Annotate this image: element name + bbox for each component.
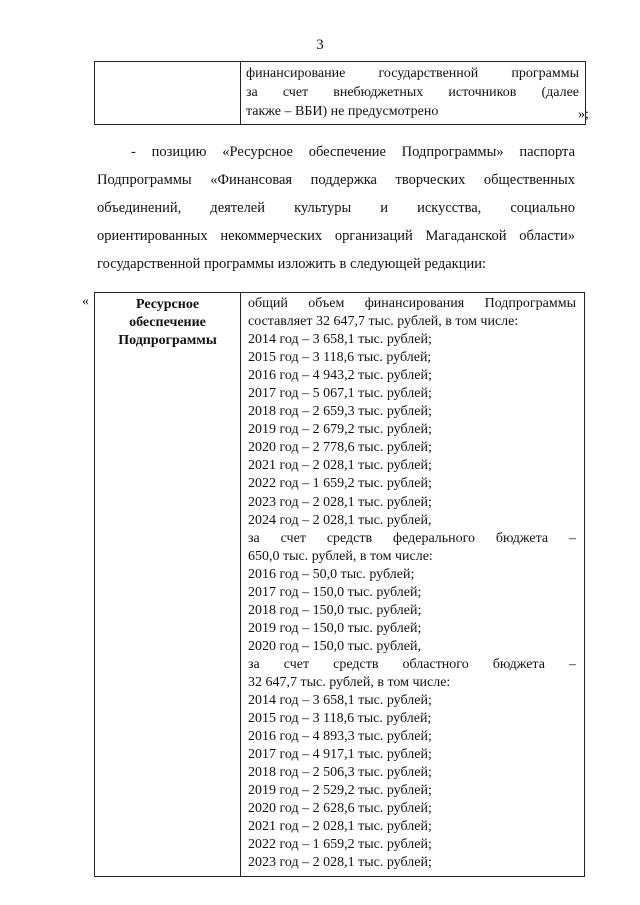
- paragraph-line: - позицию «Ресурсное обеспечение Подпрограммы» паспорта: [131, 144, 575, 160]
- resource-line: 2022 год – 1 659,2 тыс. рублей;: [248, 837, 432, 853]
- resource-line: за счет средств областного бюджета –: [248, 656, 576, 672]
- resource-line: 2017 год – 150,0 тыс. рублей;: [248, 584, 422, 600]
- resource-table: [94, 292, 585, 877]
- resource-line: 2020 год – 2 628,6 тыс. рублей;: [248, 801, 432, 817]
- resource-label-line: Ресурсное: [135, 297, 200, 312]
- resource-line: 2021 год – 2 028,1 тыс. рублей;: [248, 458, 432, 474]
- resource-line: 2018 год – 150,0 тыс. рублей;: [248, 602, 422, 618]
- resource-line: 2023 год – 2 028,1 тыс. рублей;: [248, 855, 432, 871]
- resource-line: 2024 год – 2 028,1 тыс. рублей,: [248, 512, 432, 528]
- resource-line: 32 647,7 тыс. рублей, в том числе:: [248, 674, 451, 690]
- top-table-line: финансирование государственной программы: [246, 66, 579, 81]
- resource-line: 2019 год – 150,0 тыс. рублей;: [248, 620, 422, 636]
- paragraph-line: Подпрограммы «Финансовая поддержка творческих общественных: [97, 172, 575, 188]
- page-number: 3: [316, 37, 324, 53]
- resource-label-cell: [95, 293, 241, 877]
- resource-line: 2014 год – 3 658,1 тыс. рублей;: [248, 332, 432, 348]
- resource-label-line: обеспечение: [129, 315, 206, 330]
- resource-line: 2022 год – 1 659,2 тыс. рублей;: [248, 476, 432, 492]
- resource-label-line: Подпрограммы: [118, 333, 217, 348]
- top-table-text-cell: [241, 62, 586, 125]
- top-table-line: за счет внебюджетных источников (далее: [246, 85, 579, 100]
- paragraph-line: ориентированных некоммерческих организаций Магаданской области»: [97, 228, 575, 244]
- top-table: [94, 61, 586, 125]
- resource-line: за счет средств федерального бюджета –: [248, 530, 576, 546]
- resource-line: 2023 год – 2 028,1 тыс. рублей;: [248, 494, 432, 510]
- paragraph-line: государственной программы изложить в следующей редакции:: [97, 256, 487, 272]
- resource-line: 2019 год – 2 679,2 тыс. рублей;: [248, 422, 432, 438]
- resource-line: 2014 год – 3 658,1 тыс. рублей;: [248, 693, 432, 709]
- resource-line: 650,0 тыс. рублей, в том числе:: [248, 548, 433, 564]
- resource-line: 2015 год – 3 118,6 тыс. рублей;: [248, 350, 432, 366]
- resource-line: 2018 год – 2 659,3 тыс. рублей;: [248, 404, 432, 420]
- resource-line: 2017 год – 4 917,1 тыс. рублей;: [248, 747, 432, 763]
- resource-line: 2016 год – 4 893,3 тыс. рублей;: [248, 729, 432, 745]
- instruction-paragraph: [97, 138, 575, 278]
- top-table-line: также – ВБИ) не предусмотрено: [246, 104, 439, 119]
- resource-line: 2017 год – 5 067,1 тыс. рублей;: [248, 386, 432, 402]
- resource-line: 2020 год – 2 778,6 тыс. рублей;: [248, 440, 432, 456]
- resource-line: 2020 год – 150,0 тыс. рублей,: [248, 638, 421, 654]
- opening-quote-mark: «: [82, 294, 89, 309]
- resource-line: 2018 год – 2 506,3 тыс. рублей;: [248, 765, 432, 781]
- resource-line: 2021 год – 2 028,1 тыс. рублей;: [248, 819, 432, 835]
- resource-line: общий объем финансирования Подпрограммы: [248, 296, 576, 311]
- resource-line: составляет 32 647,7 тыс. рублей, в том числе:: [248, 314, 519, 330]
- resource-line: 2019 год – 2 529,2 тыс. рублей;: [248, 783, 432, 799]
- paragraph-line: объединений, деятелей культуры и искусства, социально: [97, 200, 575, 216]
- resource-values-cell: [241, 293, 585, 877]
- resource-line: 2015 год – 3 118,6 тыс. рублей;: [248, 711, 432, 727]
- resource-line: 2016 год – 4 943,2 тыс. рублей;: [248, 368, 432, 384]
- closing-quote-mark: »;: [578, 107, 589, 122]
- resource-line: 2016 год – 50,0 тыс. рублей;: [248, 566, 415, 582]
- top-table-empty-cell: [95, 62, 241, 125]
